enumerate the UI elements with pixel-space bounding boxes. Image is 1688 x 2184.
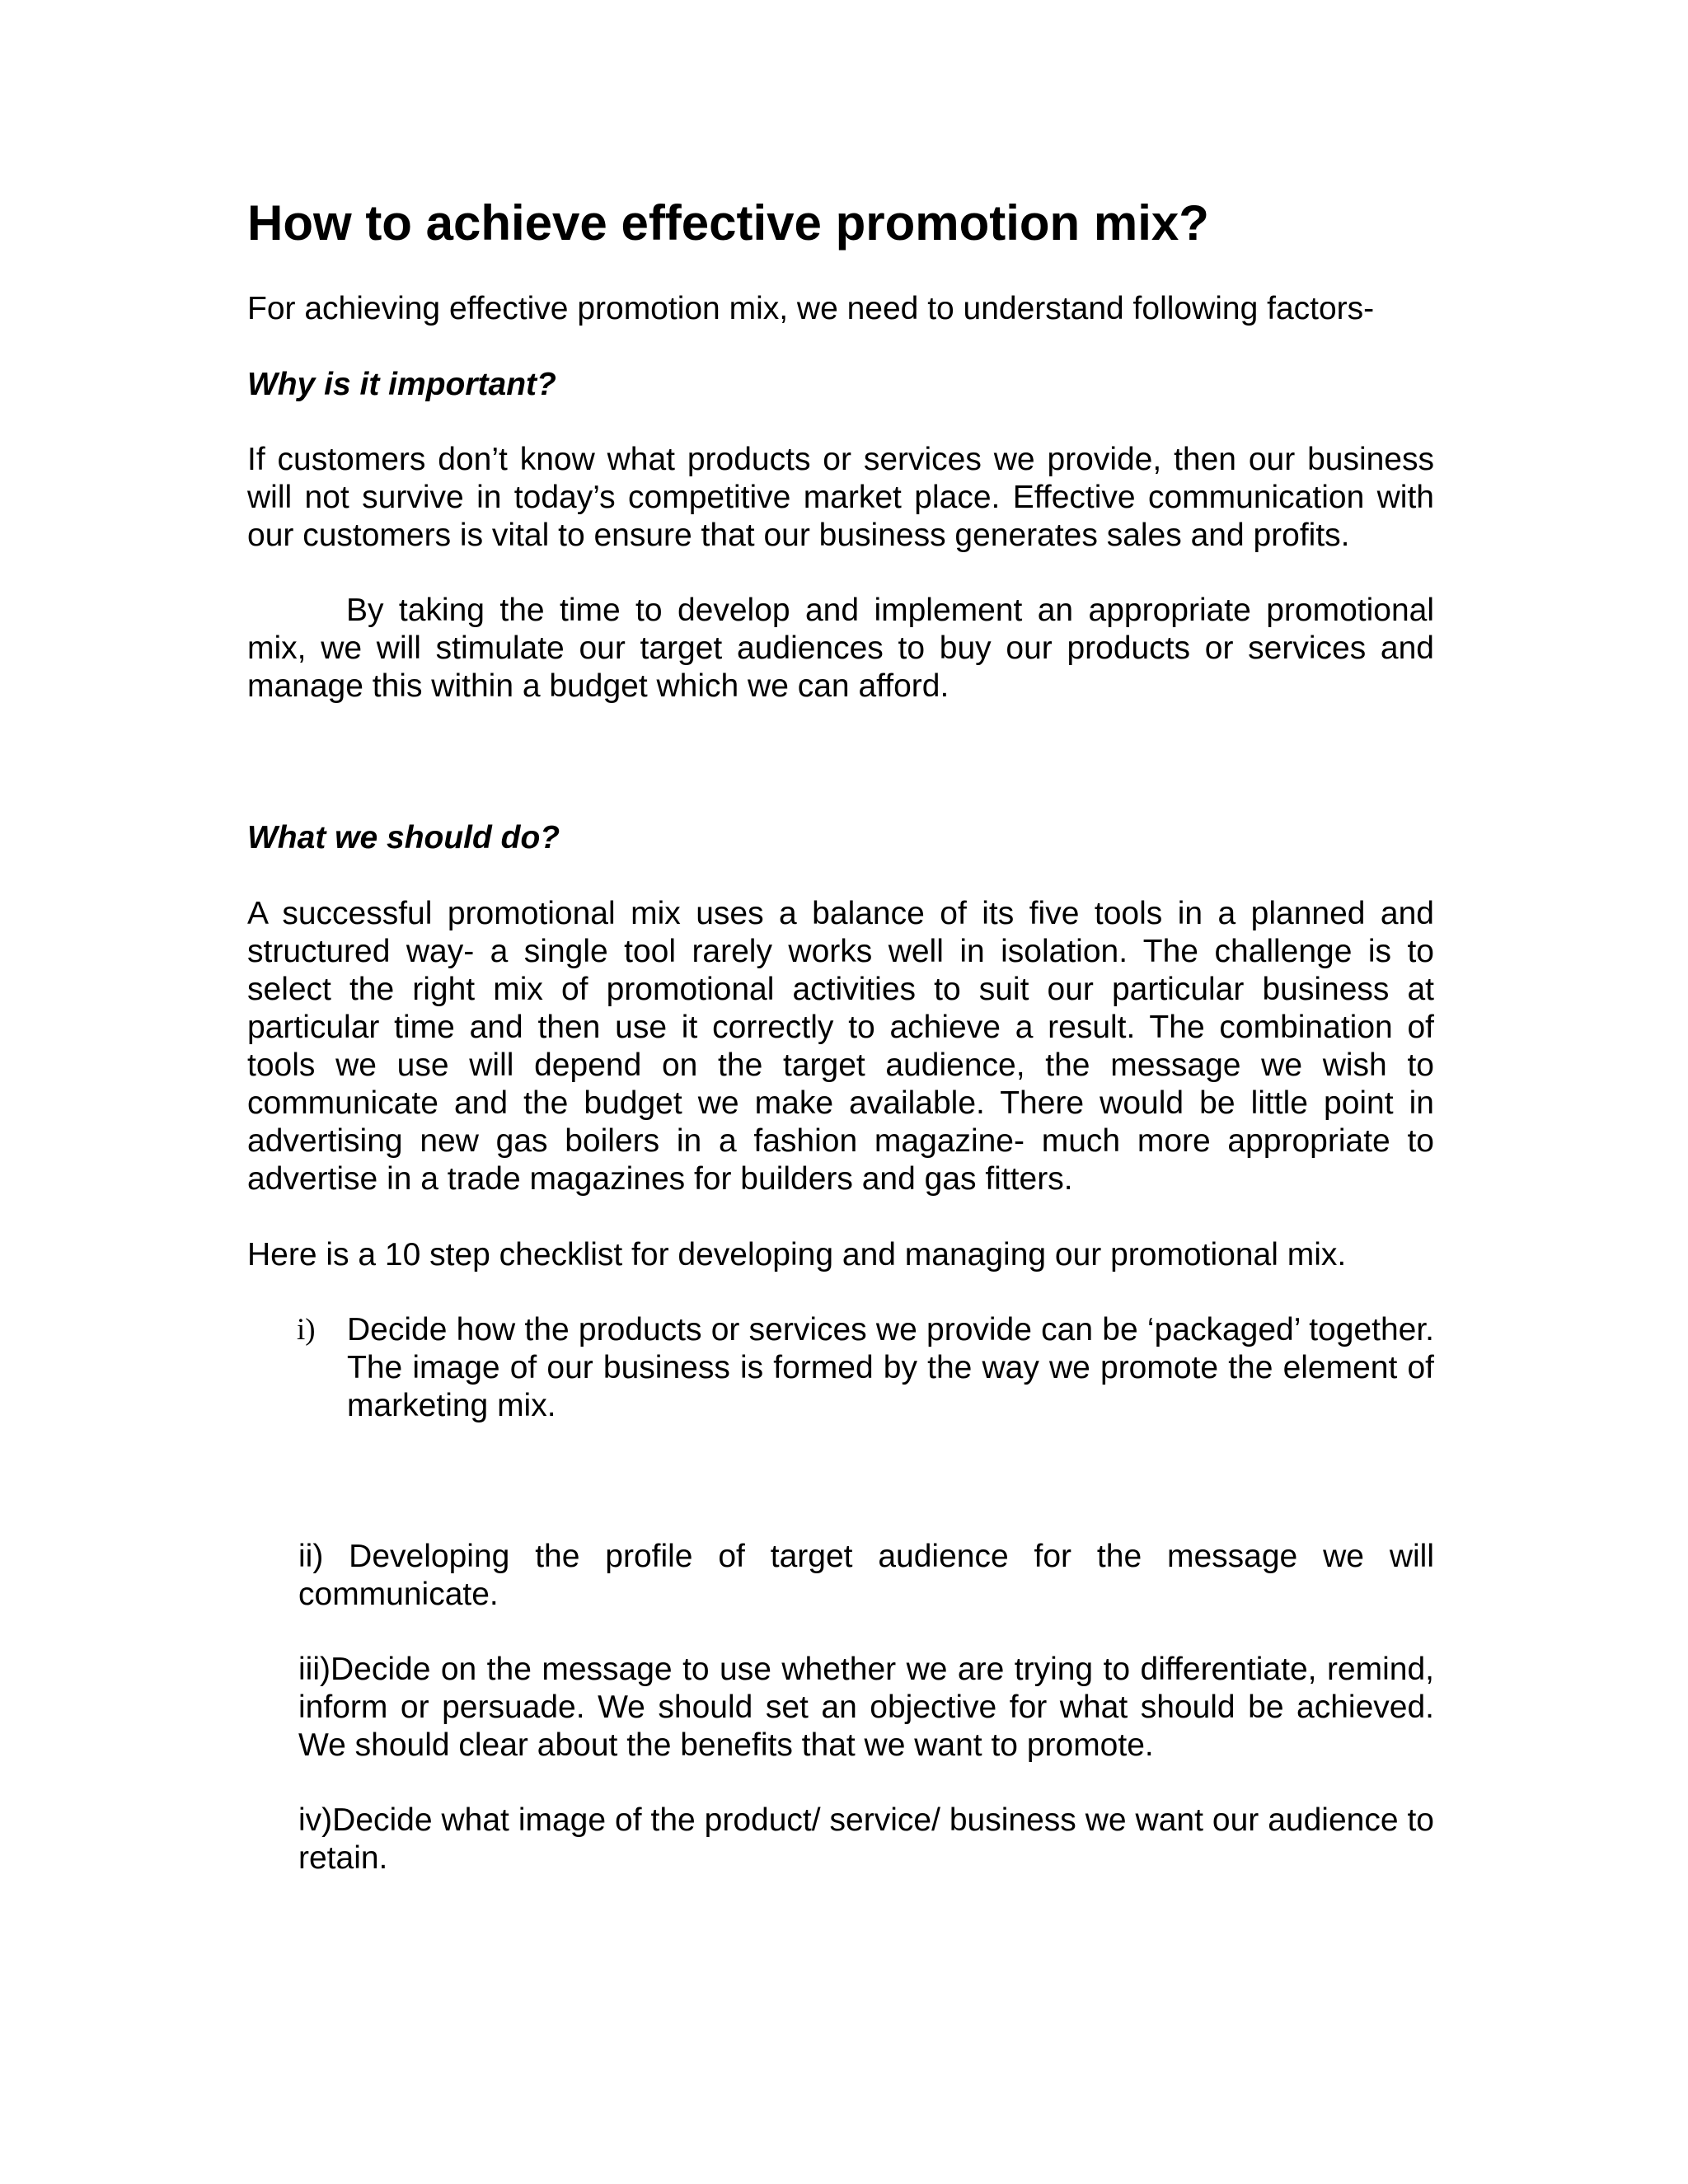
- list-item: iii)Decide on the message to use whether we are trying to differentiate, remind, inform or persuade. We should set an objective for what should be achieved. We should clear about the benefits that we want to promote.: [298, 1652, 1434, 1763]
- intro-paragraph: For achieving effective promotion mix, we need to understand following factors-: [247, 291, 1375, 326]
- checklist-intro: Here is a 10 step checklist for developing and managing our promotional mix.: [247, 1237, 1347, 1272]
- section1-paragraph-2: By taking the time to develop and implement an appropriate promotional mix, we will stimulate our target audiences to buy our products or services and manage this within a budget which we can afford.: [247, 593, 1434, 704]
- list-item: ii) Developing the profile of target audience for the message we will communicate.: [298, 1539, 1434, 1612]
- section1-paragraph-1: If customers don’t know what products or services we provide, then our business will not survive in today’s competitive market place. Effective communication with our customers is vital to ensure that our business generates sales and profits.: [247, 442, 1434, 553]
- section2-paragraph-1: A successful promotional mix uses a balance of its five tools in a planned and structured way- a single tool rarely works well in isolation. The challenge is to select the right mix of promotional activities to suit our particular business at particular time and then use it correctly to achieve a result. The combination of tools we use will depend on the target audience, the message we wish to communicate and the budget we make available. There would be little point in advertising new gas boilers in a fashion magazine- much more appropriate to advertise in a trade magazines for builders and gas fitters.: [247, 896, 1434, 1197]
- list-item: iv)Decide what image of the product/ service/ business we want our audience to retain.: [298, 1802, 1434, 1876]
- page-title: How to achieve effective promotion mix?: [247, 195, 1209, 251]
- list-item: [297, 1311, 1434, 1425]
- section-heading-what: What we should do?: [247, 820, 560, 855]
- section-heading-why: Why is it important?: [247, 367, 556, 402]
- list-numeral: i): [297, 1313, 316, 1347]
- list-item-text: Decide how the products or services we provide can be ‘packaged’ together. The image of our business is formed by the way we promote the element of marketing mix.: [347, 1312, 1434, 1423]
